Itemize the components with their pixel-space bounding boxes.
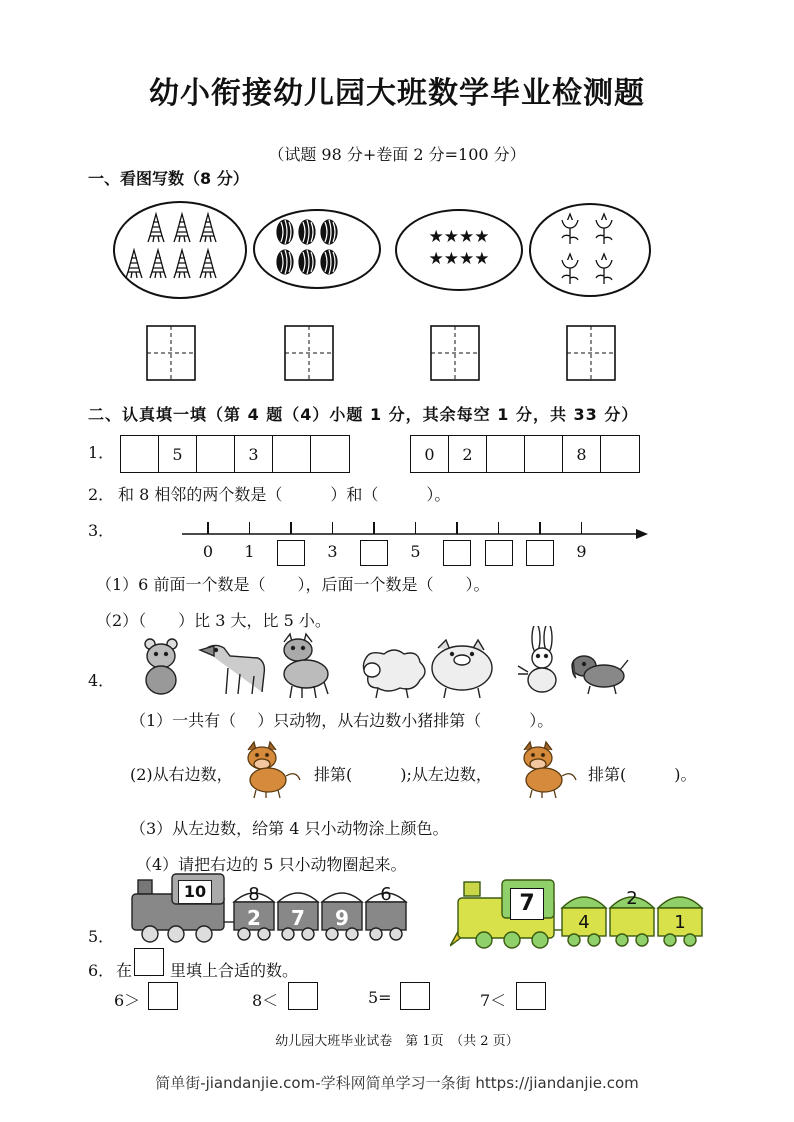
q2-text: 和 8 相邻的两个数是（ ）和（ ）。: [118, 485, 451, 504]
rabbit-icon: [518, 626, 556, 692]
cow-icon: [284, 634, 328, 698]
horse-icon: [200, 645, 264, 694]
sequence-cell: 3: [235, 436, 273, 472]
train-left: [128, 872, 418, 944]
sheep-icon: [363, 650, 425, 698]
sequence-cell[interactable]: [311, 436, 349, 472]
engine-number: 10: [178, 880, 212, 904]
q1-sequence-a: [120, 435, 350, 473]
q4-sub4: （4）请把右边的 5 只小动物圈起来。: [136, 855, 407, 874]
animal-row: [136, 626, 630, 698]
car-number: 9: [335, 906, 349, 930]
number-line-tick: [539, 522, 541, 534]
cow-icon: [240, 740, 306, 800]
q6-answer-box-4[interactable]: [516, 982, 546, 1010]
q6-answer-box-2[interactable]: [288, 982, 318, 1010]
answer-box-stars[interactable]: [430, 325, 480, 381]
q4-sub3: （3）从左边数，给第 4 只小动物涂上颜色。: [130, 819, 449, 838]
stars-row-1: ★★★★: [428, 227, 490, 247]
sequence-cell: 2: [449, 436, 487, 472]
flowers-picture: [528, 202, 652, 298]
car-top-number: 8: [248, 884, 260, 905]
car-top-number: 2: [626, 888, 638, 909]
number-line-blank-box[interactable]: [443, 540, 471, 566]
q6-item-4: 7＜: [480, 991, 507, 1010]
q4-sub2c: 排第( )。: [588, 765, 697, 784]
number-line-label: 5: [410, 542, 421, 561]
q6-item-2: 8＜: [252, 991, 279, 1010]
dog-icon: [572, 656, 628, 694]
answer-box-corn[interactable]: [146, 325, 196, 381]
eggs-picture: [252, 208, 382, 290]
car-number: 2: [247, 906, 261, 930]
sequence-cell: 8: [563, 436, 601, 472]
q5-number: 5．: [88, 927, 115, 946]
sequence-cell[interactable]: [525, 436, 563, 472]
number-line-tick: [207, 522, 209, 534]
number-line-tick: [456, 522, 458, 534]
watermark: 简单街-jiandanjie.com-学科网简单学习一条街 https://jiandanjie.com: [155, 1074, 639, 1092]
bear-icon: [145, 639, 177, 694]
cow-icon: [516, 740, 582, 800]
pig-icon: [432, 640, 492, 698]
number-line-label: 9: [576, 542, 587, 561]
q6-item-1: 6＞: [114, 991, 141, 1010]
number-line-tick: [249, 522, 251, 534]
number-line-tick: [332, 522, 334, 534]
q6-answer-box-1[interactable]: [148, 982, 178, 1010]
sequence-cell: 5: [159, 436, 197, 472]
stars-row-2: ★★★★: [428, 249, 490, 269]
corn-picture: [112, 200, 248, 300]
sequence-cell[interactable]: [273, 436, 311, 472]
car-number: 7: [291, 906, 305, 930]
q3-number: 3．: [88, 521, 115, 540]
sequence-cell[interactable]: [601, 436, 639, 472]
car-number: 1: [674, 912, 686, 933]
answer-box-eggs[interactable]: [284, 325, 334, 381]
q1-number: 1．: [88, 443, 115, 462]
q4-sub2a: (2)从右边数，: [130, 765, 233, 784]
stars-picture: [394, 208, 524, 292]
q4-sub2b: 排第( );从左边数，: [314, 765, 492, 784]
q4-number: 4．: [88, 671, 115, 690]
number-line-label: 1: [244, 542, 255, 561]
section1-heading: 一、看图写数（8 分）: [88, 169, 249, 188]
number-line-blank-box[interactable]: [485, 540, 513, 566]
car-number: 4: [578, 912, 590, 933]
car-top-number: 6: [380, 884, 392, 905]
number-line-tick: [373, 522, 375, 534]
sequence-cell[interactable]: [121, 436, 159, 472]
q3-sub2: （2）（ ）比 3 大，比 5 小。: [96, 611, 331, 630]
q3-sub1: （1）6 前面一个数是（ ），后面一个数是（ ）。: [96, 575, 490, 594]
q4-sub1: （1）一共有（ ）只动物，从右边数小猪排第（ ）。: [130, 711, 554, 730]
number-line-tick: [415, 522, 417, 534]
page-subtitle: （试题 98 分+卷面 2 分=100 分）: [268, 145, 526, 164]
q2-number: 2．: [88, 485, 115, 504]
section2-heading: 二、认真填一填（第 4 题（4）小题 1 分，其余每空 1 分，共 33 分）: [88, 405, 639, 424]
example-box: [134, 948, 164, 976]
page-footer: 幼儿园大班毕业试卷 第 1页 （共 2 页）: [275, 1034, 519, 1049]
number-line-label: 3: [327, 542, 338, 561]
answer-box-flowers[interactable]: [566, 325, 616, 381]
q6-answer-box-3[interactable]: [400, 982, 430, 1010]
q6-number: 6．: [88, 961, 115, 980]
number-line-blank-box[interactable]: [526, 540, 554, 566]
q6-item-3: 5=: [368, 988, 392, 1007]
engine-number: 7: [510, 888, 544, 920]
sequence-cell: 0: [411, 436, 449, 472]
page-title: 幼小衔接幼儿园大班数学毕业检测题: [149, 76, 645, 111]
sequence-cell[interactable]: [197, 436, 235, 472]
number-line-tick: [581, 522, 583, 534]
sequence-cell[interactable]: [487, 436, 525, 472]
number-line-blank-box[interactable]: [360, 540, 388, 566]
q6-text-a: 在: [116, 961, 133, 980]
number-line-blank-box[interactable]: [277, 540, 305, 566]
number-line-label: 0: [202, 542, 214, 561]
train-right: [450, 876, 712, 950]
number-line-tick: [498, 522, 500, 534]
number-line-tick: [290, 522, 292, 534]
q6-text-b: 里填上合适的数。: [170, 961, 299, 980]
q1-sequence-b: [410, 435, 640, 473]
